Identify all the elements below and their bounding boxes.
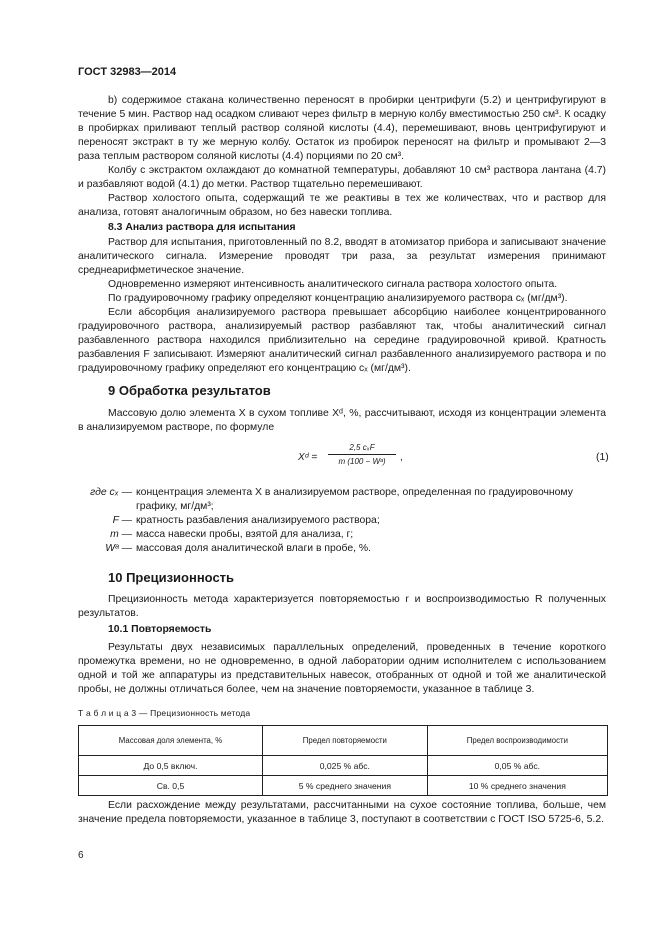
section-10-body [78, 593, 606, 621]
where-definition: кратность разбавления анализируемого раствора; [136, 515, 380, 526]
paragraph: По градуировочному графику определяют концентрацию анализируемого раствора cₓ (мг/дм³). [108, 293, 568, 304]
table-header-row [79, 726, 608, 756]
table-cell: 0,05 % абс. [427, 756, 607, 776]
where-symbol: m — [110, 529, 132, 540]
paragraph: Если расхождение между результатами, рассчитанными на сухое состояние топлива, больше, чем значение предела повторяемости, указанное в таблице 3, поступают в соответствии с ГОСТ ISO 5725-6, 5.2. [78, 800, 606, 825]
section-10-1-body [78, 641, 606, 697]
where-definition: массовая доля аналитической влаги в пробе, %. [136, 543, 372, 554]
column-header: Предел повторяемости [262, 726, 427, 756]
where-list [78, 486, 606, 556]
where-symbol: где cₓ — [90, 487, 132, 498]
paragraph: Прецизионность метода характеризуется повторяемостью r и воспроизводимостью R полученных результатов. [78, 594, 606, 619]
where-item [78, 542, 606, 556]
section-9-body [78, 407, 606, 435]
where-definition: масса навески пробы, взятой для анализа, г; [136, 529, 354, 540]
table-cell: 5 % среднего значения [262, 776, 427, 796]
section-8-3-body [78, 236, 606, 376]
where-symbol: F — [112, 515, 132, 526]
paragraph: Колбу с экстрактом охлаждают до комнатной температуры, добавляют 10 см³ раствора лантана (4.7) и разбавляют водой (4.1) до метки. Раствор тщательно перемешивают. [78, 165, 606, 190]
table-row [79, 776, 608, 796]
paragraph: Если абсорбция анализируемого раствора превышает абсорбцию наиболее концентрированного градуировочного раствора, анализируемый раствор разбавляют так, чтобы аналитический сигнал разбавленного раствора находился приблизительно на середине градуировочной кривой. Кратность разбавления F записывают. Измеряют аналитический сигнал разбавленного анализируемого раствора и по градуировочному графику определяют его концентрацию cₓ (мг/дм³). [78, 307, 606, 374]
where-item [78, 514, 606, 528]
precision-table [78, 725, 608, 796]
paragraph: b) содержимое стакана количественно переносят в пробирки центрифуги (5.2) и центрифугируют в течение 5 мин. Раствор над осадком сливают через фильтр в мерную колбу вместимостью 250 см³. К осадку в пробирках приливают теплый раствор соляной кислоты (4.4), перемешивают, вновь центрифугируют и переносят экстракт в ту же мерную колбу. Остаток из пробирок переносят на фильтр и промывают 2—3 раза теплым раствором соляной кислоты (4.4) порциями по 20 см³. [78, 95, 606, 162]
formula-numerator: 2,5 cₓF [328, 443, 396, 455]
paragraph: Раствор холостого опыта, содержащий те же реактивы в тех же количествах, что и раствор для анализа, готовят аналогичным образом, но без навески топлива. [78, 193, 606, 218]
column-header: Предел воспроизводимости [427, 726, 607, 756]
table-cell: Св. 0,5 [79, 776, 263, 796]
document-header: ГОСТ 32983—2014 [78, 66, 177, 78]
formula-lhs: Xᵈ = [298, 452, 318, 463]
where-item [78, 486, 606, 514]
formula-denominator: m (100 − Wᵃ) [338, 457, 386, 466]
where-symbol: Wᵃ — [105, 543, 132, 554]
paragraph: Раствор для испытания, приготовленный по 8.2, вводят в атомизатор прибора и записывают значение аналитического сигнала. Измерение проводят три раза, за результат измерения принимают среднеарифметическое значение. [78, 237, 606, 276]
paragraph: Результаты двух независимых параллельных определений, проведенных в течение короткого промежутка времени, но не одновременно, в одной лаборатории одним исполнителем с использованием одной и той же аппаратуры из представительных навесок, отобранных от одной и той же аналитической пробы, не должны отличаться более, чем на значение повторяемости, указанное в таблице 3. [78, 642, 606, 695]
table-cell: До 0,5 включ. [79, 756, 263, 776]
formula-comma: , [400, 452, 403, 463]
final-paragraph [78, 799, 606, 827]
section-10-1-heading: 10.1 Повторяемость [108, 624, 212, 635]
equation-number: (1) [596, 452, 609, 463]
column-header: Массовая доля элемента, % [79, 726, 263, 756]
formula-fraction [328, 443, 396, 466]
section-9-heading: 9 Обработка результатов [108, 383, 271, 398]
section-8-3-heading: 8.3 Анализ раствора для испытания [108, 222, 296, 233]
table-cell: 0,025 % абс. [262, 756, 427, 776]
table-row [79, 756, 608, 776]
paragraph: Массовую долю элемента X в сухом топливе Xᵈ, %, рассчитывают, исходя из концентрации элемента в анализируемом растворе, по формуле [78, 408, 606, 433]
paragraphs-top [78, 94, 606, 220]
paragraph: Одновременно измеряют интенсивность аналитического сигнала раствора холостого опыта. [108, 279, 558, 290]
where-item [78, 528, 606, 542]
table-cell: 10 % среднего значения [427, 776, 607, 796]
where-definition: концентрация элемента X в анализируемом растворе, определенная по градуировочному графику, мг/дм³; [136, 487, 573, 512]
section-10-heading: 10 Прецизионность [108, 570, 235, 585]
table-caption: Т а б л и ц а 3 — Прецизионность метода [78, 708, 251, 718]
page-number: 6 [78, 850, 84, 861]
